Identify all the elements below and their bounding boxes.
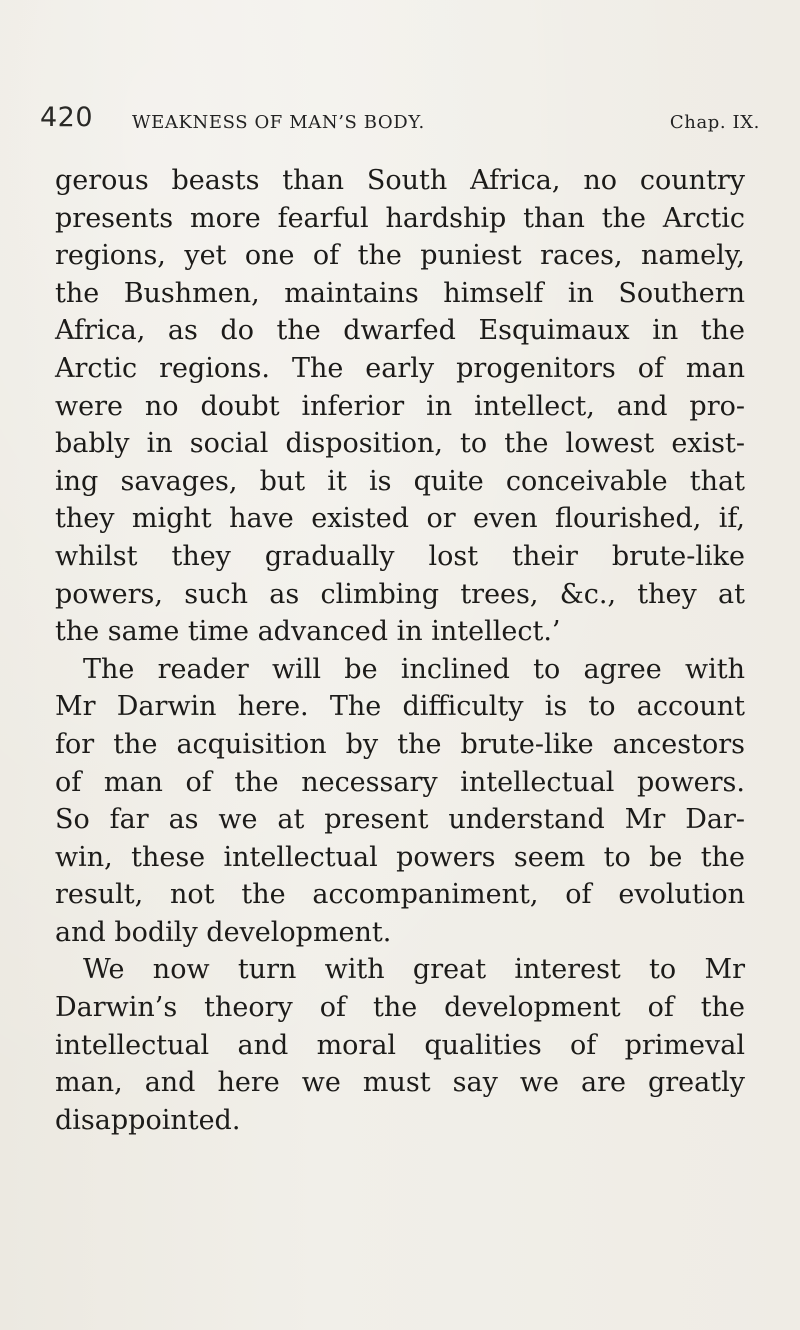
chapter-reference: Chap. IX. [669, 112, 760, 133]
text-line: bably in social disposition, to the lowest exist- [55, 428, 745, 460]
text-line: of man of the necessary intellectual powers. [55, 766, 745, 798]
text-line: gerous beasts than South Africa, no country [55, 165, 745, 196]
text-line: Africa, as do the dwarfed Esquimaux in the [55, 315, 745, 347]
text-line: So far as we at present understand Mr Dar- [55, 804, 745, 836]
text-line: Darwin’s theory of the development of the [55, 992, 745, 1024]
text-line: for the acquisition by the brute-like ancestors [55, 728, 745, 760]
text-line: Mr Darwin here. The difficulty is to account [55, 691, 745, 723]
text-line: they might have existed or even flourished, if, [55, 503, 745, 535]
text-line: Arctic regions. The early progenitors of man [55, 352, 745, 384]
running-head: WEAKNESS OF MAN’S BODY. [132, 112, 425, 133]
page-header [40, 102, 760, 142]
text-line: whilst they gradually lost their brute-like [55, 540, 745, 572]
text-line: and bodily development. [55, 916, 392, 948]
text-line: powers, such as climbing trees, &c., they at [55, 578, 745, 610]
body-text [55, 162, 745, 1139]
paragraph-start-line: We now turn with great interest to Mr [83, 954, 745, 986]
text-line: the same time advanced in intellect.’ [55, 616, 561, 648]
text-line: win, these intellectual powers seem to be the [55, 841, 745, 873]
text-line: intellectual and moral qualities of primeval [55, 1029, 745, 1061]
text-line: were no doubt inferior in intellect, and pro- [55, 390, 745, 422]
paragraph-start-line: The reader will be inclined to agree with [83, 653, 745, 685]
text-line: the Bushmen, maintains himself in Southern [55, 277, 745, 309]
text-line: disappointed. [55, 1104, 241, 1136]
text-line: ing savages, but it is quite conceivable that [55, 465, 745, 497]
text-line: result, not the accompaniment, of evolution [55, 879, 745, 911]
page-number: 420 [40, 102, 94, 133]
text-line: man, and here we must say we are greatly [55, 1067, 745, 1099]
text-line: presents more fearful hardship than the Arctic [55, 202, 745, 234]
text-line: regions, yet one of the puniest races, namely, [55, 240, 745, 272]
